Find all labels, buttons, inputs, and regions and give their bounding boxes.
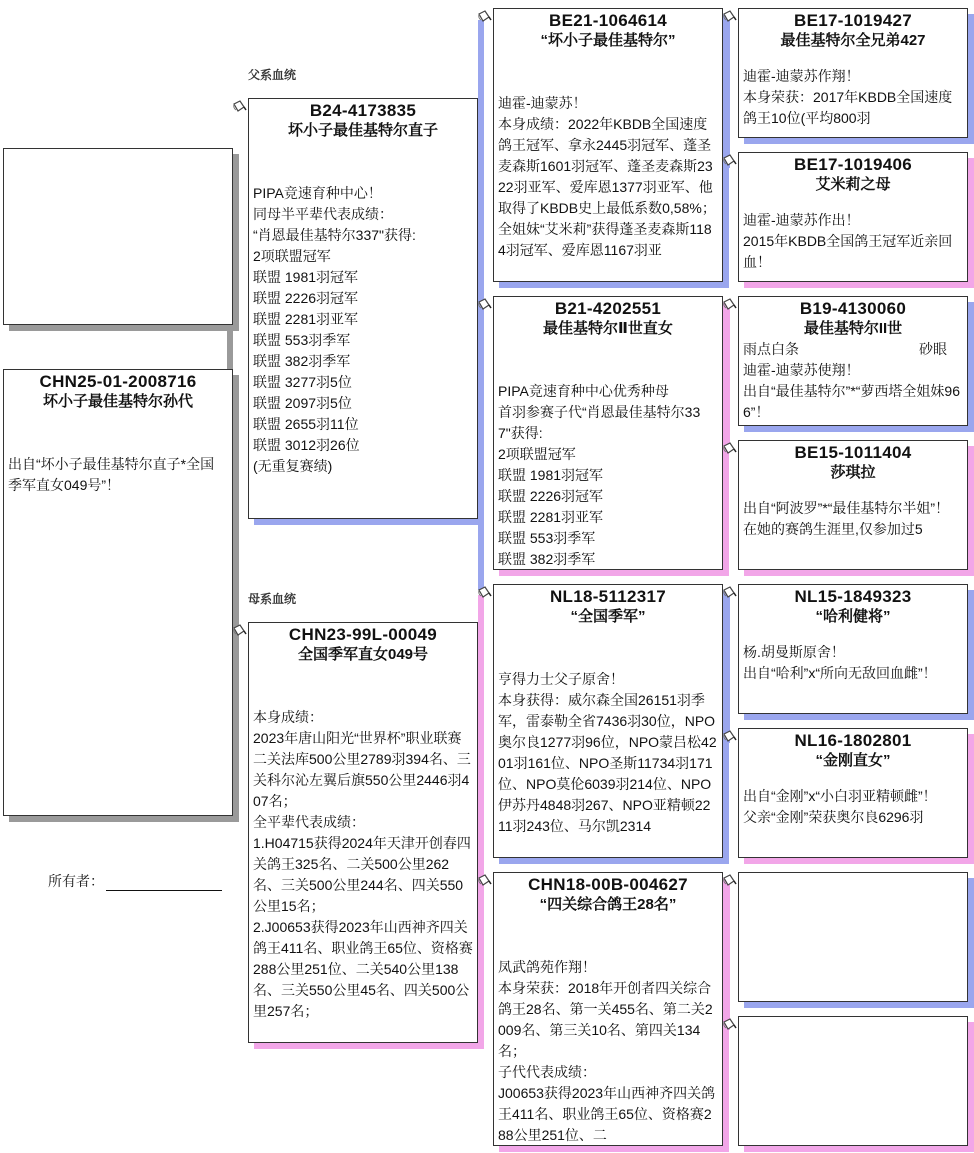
photo-placeholder [3, 148, 233, 325]
paint-bucket-icon[interactable] [721, 441, 737, 457]
bird-notes: 出自“阿波罗”*“最佳基特尔半姐”！ 在她的赛鸽生涯里,仅参加过5 [743, 500, 950, 537]
ring-number: CHN25-01-2008716 [39, 372, 197, 391]
bird-name: “坏小子最佳基特尔” [540, 32, 676, 49]
sire-card[interactable] [248, 98, 478, 519]
bird-name: “四关综合鸽王28名” [539, 896, 677, 913]
owner-field[interactable] [48, 871, 222, 891]
bird-notes: 迪霍-迪蒙苏使翔！ 出自“最佳基特尔”*“萝西塔全姐妹966”！ [743, 362, 961, 420]
bird-name: “全国季军” [570, 608, 646, 625]
ring-number: BE17-1019406 [794, 155, 912, 174]
bird-notes: PIPA竞速育种中心优秀种母 首羽参赛子代“肖恩最佳基特尔337"获得: 2项联盟冠军 联盟 1981羽冠军 联盟 2226羽冠军 联盟 2281羽亚军 联盟 553羽季军 联盟 382羽季军 [498, 383, 701, 567]
bird-name: “金刚直女” [815, 752, 891, 769]
ring-number: B24-4173835 [309, 101, 417, 120]
bird-name: 坏小子最佳基特尔直子 [287, 122, 438, 139]
paint-bucket-icon[interactable] [721, 9, 737, 25]
eye-sign: 砂眼 [919, 341, 947, 357]
ds-sire-card[interactable] [738, 584, 968, 714]
dam-sire-card[interactable] [493, 584, 723, 858]
bird-name: 莎琪拉 [830, 464, 876, 481]
bird-name: 艾米莉之母 [815, 176, 891, 193]
bird-name: 全国季军直女049号 [297, 646, 429, 663]
paint-bucket-icon[interactable] [231, 99, 247, 115]
bird-notes: 本身成绩： 2023年唐山阳光“世界杯”职业联赛二关法库500公里2789羽394名、三关科尔沁左翼后旗550公里2446羽407名； 全平辈代表成绩： 1.H04715获得2024年天津开创春四关鸽王325名、二关500公里262名、三关500公里244名、四关550公里15名； 2.J00653获得2023年山西神齐四关鸽王411名、职业鸽王65位、资格赛288公里251位、二关540公里138名、三关550公里45名、四关500公里257名； [253, 709, 473, 1019]
bird-name: 最佳基特尔全兄弟427 [780, 32, 926, 49]
bird-notes: 迪霍-迪蒙苏！ 本身成绩：2022年KBDB全国速度鸽王冠军、拿永2445羽冠军、蓬圣麦森斯1601羽冠军、蓬圣麦森斯2322羽亚军、爱库恩1377羽亚军、他取得了KBDB史上最低系数0,58%； 全姐妹“艾米莉”获得蓬圣麦森斯1184羽冠军、爱库恩1167羽亚 [498, 95, 716, 258]
paint-bucket-icon[interactable] [721, 873, 737, 889]
ring-number: BE15-1011404 [794, 443, 912, 462]
owner-label: 所有者： [48, 873, 104, 889]
paint-bucket-icon[interactable] [721, 729, 737, 745]
paint-bucket-icon[interactable] [721, 153, 737, 169]
ring-number: CHN23-99L-00049 [288, 625, 438, 644]
paint-bucket-icon[interactable] [476, 585, 492, 601]
bird-notes: 凤武鸽苑作翔！ 本身荣获：2018年开创者四关综合鸽王28名、第一关455名、第二关2009名、第三关10名、第四关134名； 子代代表成绩： J00653获得2023年山西神齐四关鸽王411名、职业鸽王65位、资格赛288公里251位、二 [498, 959, 716, 1143]
sire-sire-card[interactable] [493, 8, 723, 282]
paint-bucket-icon[interactable] [721, 1017, 737, 1033]
subject-card[interactable] [3, 369, 233, 816]
dd-dam-card-empty[interactable] [738, 1016, 968, 1146]
bird-name: 坏小子最佳基特尔孙代 [42, 393, 193, 410]
bird-notes: 迪霍-迪蒙苏作翔！ 本身荣获：2017年KBDB全国速度鸽王10位(平均800羽 [743, 68, 953, 126]
connector-sss-line [724, 20, 730, 168]
ring-number: NL18-5112317 [549, 587, 667, 606]
sd-dam-card[interactable] [738, 440, 968, 570]
ring-number: CHN18-00B-004627 [528, 875, 688, 894]
ring-number: NL16-1802801 [794, 731, 912, 750]
bird-notes: 杨.胡曼斯原舍！ 出自“哈利”x“所向无敌回血雌”！ [743, 644, 937, 681]
paint-bucket-icon[interactable] [476, 9, 492, 25]
bird-name: “哈利健将” [815, 608, 891, 625]
paint-bucket-icon[interactable] [231, 623, 247, 639]
ring-number: NL15-1849323 [794, 587, 912, 606]
connector-dds-line [724, 882, 730, 1030]
ss-dam-card[interactable] [738, 152, 968, 282]
paint-bucket-icon[interactable] [721, 297, 737, 313]
paternal-section-label: 父系血统 [248, 68, 297, 82]
paint-bucket-icon[interactable] [476, 297, 492, 313]
bird-notes: 出自“坏小子最佳基特尔直子*全国季军直女049号”！ [8, 456, 215, 493]
sire-dam-card[interactable] [493, 296, 723, 570]
ring-number: BE17-1019427 [794, 11, 912, 30]
dam-card[interactable] [248, 622, 478, 1043]
dd-sire-card-empty[interactable] [738, 872, 968, 1002]
ring-number: B21-4202551 [554, 299, 662, 318]
bird-name: 最佳基特尔Ⅱ世直女 [543, 320, 673, 337]
paint-bucket-icon[interactable] [721, 585, 737, 601]
connector-sds-line [724, 305, 730, 453]
connector-ds-line [478, 595, 484, 881]
owner-input-line[interactable] [106, 876, 222, 891]
ss-sire-card[interactable] [738, 8, 968, 138]
paint-bucket-icon[interactable] [476, 873, 492, 889]
bird-notes: 出自“金刚”x“小白羽亚精顿雌”！ 父亲“金刚”荣获奥尔良6296羽 [743, 788, 937, 825]
bird-notes: PIPA竞速育种中心！ 同母半平辈代表成绩： “肖恩最佳基特尔337"获得: 2项联盟冠军 联盟 1981羽冠军 联盟 2226羽冠军 联盟 2281羽亚军 联盟 553羽季军 联盟 382羽季军 联盟 3277羽5位 联盟 2097羽5位 联盟 2655羽11位 联盟 3012羽26位 (无重复赛绩) [253, 185, 416, 474]
maternal-section-label: 母系血统 [248, 592, 297, 606]
ring-number: BE21-1064614 [549, 11, 667, 30]
dam-dam-card[interactable] [493, 872, 723, 1146]
bird-traits [739, 339, 967, 360]
bird-notes: 亨得力士父子原舍！ 本身获得：威尔森全国26151羽季军，雷泰勒全省7436羽30位，NPO奥尔良1277羽96位，NPO蒙吕松4201羽161位、NPO圣斯11734羽171位、NPO莫伦6039羽214位、NPO伊苏丹4848羽267、NPO亚精顿2211羽243位、马尔凯2314 [498, 671, 717, 834]
sd-sire-card[interactable] [738, 296, 968, 426]
bird-name: 最佳基特尔II世 [803, 320, 903, 337]
ring-number: B19-4130060 [799, 299, 907, 318]
connector-dss-line [724, 595, 730, 743]
ds-dam-card[interactable] [738, 728, 968, 858]
plumage-color: 雨点白条 [743, 341, 799, 357]
bird-notes: 迪霍-迪蒙苏作出！ 2015年KBDB全国鸽王冠军近亲回血！ [743, 212, 953, 270]
